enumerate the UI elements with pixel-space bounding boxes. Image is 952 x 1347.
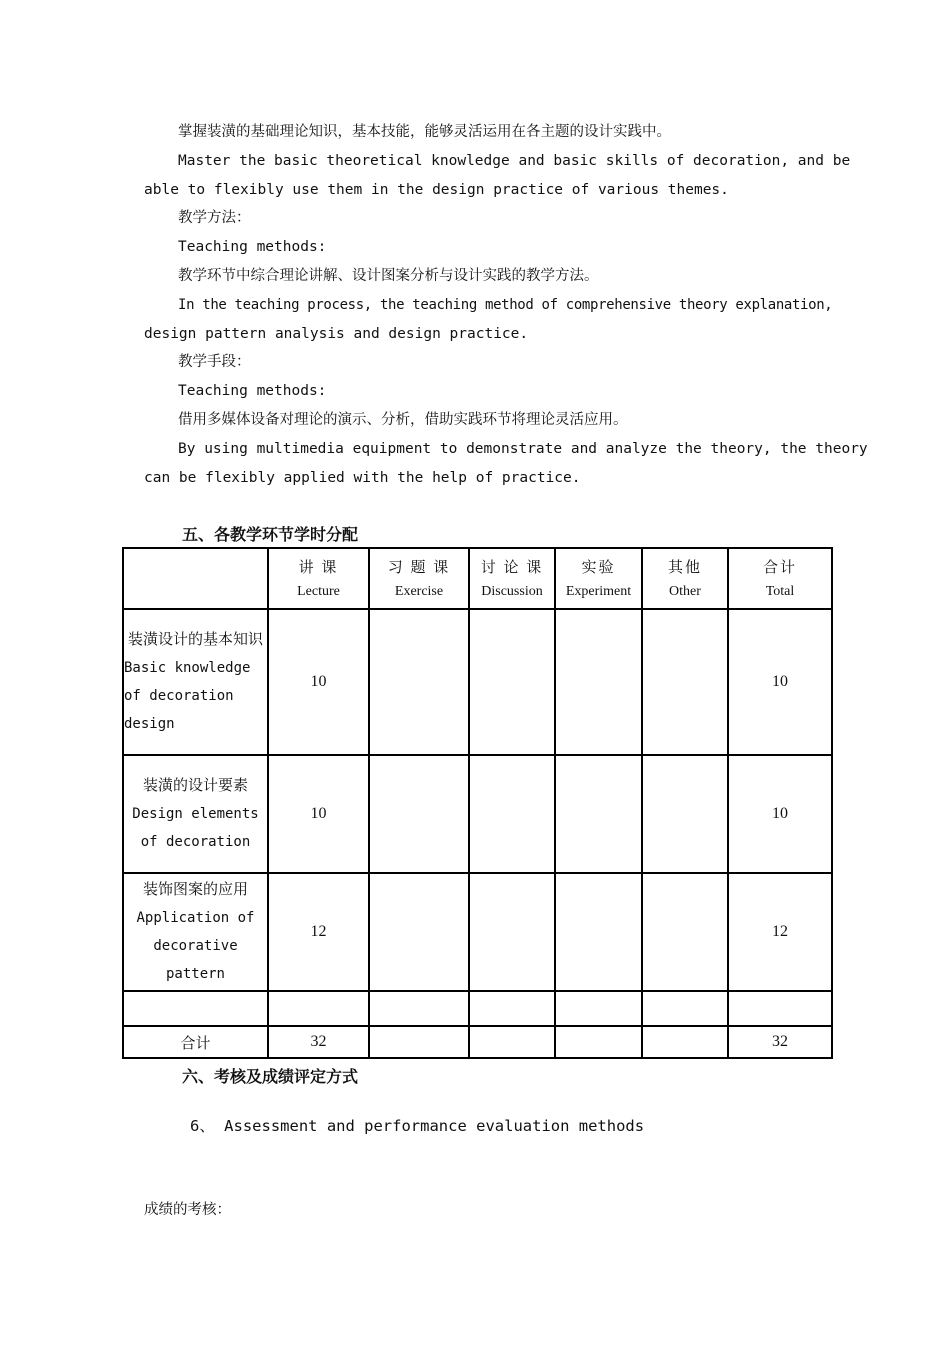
cell-lecture-hours: 12 [268, 873, 369, 991]
section6-title-zh: 六、考核及成绩评定方式 [182, 1067, 359, 1086]
row-label-design-elements [123, 755, 268, 873]
hours-allocation-table [122, 547, 833, 1059]
empty-cell [642, 991, 728, 1026]
row-label-zh: 装潢设计的基本知识 [127, 632, 263, 648]
sum-row-label: 合计 [123, 1026, 268, 1058]
cell-discussion-hours [469, 609, 555, 755]
teaching-means-label-en: Teaching methods: [178, 383, 327, 399]
cell-lecture-hours: 10 [268, 755, 369, 873]
table-row-empty [123, 991, 832, 1026]
table-row [123, 609, 832, 755]
header-exercise [369, 548, 469, 609]
sum-discussion-hours [469, 1026, 555, 1058]
row-label-en: Basic knowledge of decoration design [124, 660, 251, 732]
row-label-en: Design elements of decoration [132, 806, 259, 850]
cell-other-hours [642, 609, 728, 755]
empty-cell [728, 991, 832, 1026]
para-goal-en-line2: able to flexibly use them in the design practice of various themes. [144, 182, 729, 198]
cell-total-hours: 12 [728, 873, 832, 991]
cell-total-hours: 10 [728, 755, 832, 873]
cell-experiment-hours [555, 873, 642, 991]
para-method-zh: 教学环节中综合理论讲解、设计图案分析与设计实践的教学方法。 [178, 268, 599, 284]
row-label-zh: 装饰图案的应用 [142, 882, 248, 898]
table-row [123, 755, 832, 873]
teaching-means-label-zh: 教学手段： [178, 354, 251, 370]
section5-title: 五、各教学环节学时分配 [182, 525, 359, 544]
para-means-en-line2: can be flexibly applied with the help of practice. [144, 470, 581, 486]
assessment-label: 成绩的考核： [144, 1202, 231, 1218]
row-label-en: Application of decorative pattern [136, 910, 255, 982]
sum-total-hours: 32 [728, 1026, 832, 1058]
header-discussion-zh: 讨 论 课 [480, 559, 544, 576]
header-experiment-zh: 实验 [581, 559, 616, 576]
header-experiment-en: Experiment [565, 583, 632, 599]
header-experiment [555, 548, 642, 609]
header-other [642, 548, 728, 609]
table-sum-row [123, 1026, 832, 1058]
empty-cell [123, 991, 268, 1026]
cell-exercise-hours [369, 873, 469, 991]
sum-exercise-hours [369, 1026, 469, 1058]
header-lecture-zh: 讲 课 [298, 559, 339, 576]
para-goal-zh: 掌握装潢的基础理论知识，基本技能，能够灵活运用在各主题的设计实践中。 [178, 124, 671, 140]
para-means-zh: 借用多媒体设备对理论的演示、分析，借助实践环节将理论灵活应用。 [178, 412, 628, 428]
cell-exercise-hours [369, 609, 469, 755]
header-empty-cell [123, 548, 268, 609]
cell-lecture-hours: 10 [268, 609, 369, 755]
row-label-decorative-pattern [123, 873, 268, 991]
sum-lecture-hours: 32 [268, 1026, 369, 1058]
header-total-en: Total [765, 583, 795, 599]
cell-other-hours [642, 873, 728, 991]
sum-other-hours [642, 1026, 728, 1058]
header-exercise-en: Exercise [394, 583, 444, 599]
empty-cell [555, 991, 642, 1026]
cell-experiment-hours [555, 755, 642, 873]
para-means-en-line1: By using multimedia equipment to demonstrate and analyze the theory, the theory [178, 441, 868, 457]
teaching-methods-label-en: Teaching methods: [178, 239, 327, 255]
para-goal-en-line1: Master the basic theoretical knowledge and basic skills of decoration, and be [178, 153, 851, 169]
table-row [123, 873, 832, 991]
header-lecture-en: Lecture [297, 583, 340, 599]
section6-title-en: 6、 Assessment and performance evaluation methods [190, 1117, 645, 1135]
cell-experiment-hours [555, 609, 642, 755]
table-header-row [123, 548, 832, 609]
para-method-en-line2: design pattern analysis and design practice. [144, 326, 529, 342]
header-exercise-zh: 习 题 课 [387, 559, 451, 576]
sum-experiment-hours [555, 1026, 642, 1058]
header-total [728, 548, 832, 609]
header-other-zh: 其他 [667, 559, 702, 576]
para-method-en-line1: In the teaching process, the teaching method of comprehensive theory explanation, [178, 297, 833, 313]
header-total-zh: 合计 [762, 559, 797, 576]
empty-cell [268, 991, 369, 1026]
header-discussion-en: Discussion [481, 583, 543, 599]
cell-other-hours [642, 755, 728, 873]
row-label-zh: 装潢的设计要素 [142, 778, 248, 794]
header-discussion [469, 548, 555, 609]
empty-cell [369, 991, 469, 1026]
empty-cell [469, 991, 555, 1026]
teaching-methods-label-zh: 教学方法： [178, 210, 251, 226]
cell-discussion-hours [469, 873, 555, 991]
cell-exercise-hours [369, 755, 469, 873]
header-lecture [268, 548, 369, 609]
cell-total-hours: 10 [728, 609, 832, 755]
row-label-basic-knowledge [123, 609, 268, 755]
cell-discussion-hours [469, 755, 555, 873]
header-other-en: Other [669, 583, 701, 599]
